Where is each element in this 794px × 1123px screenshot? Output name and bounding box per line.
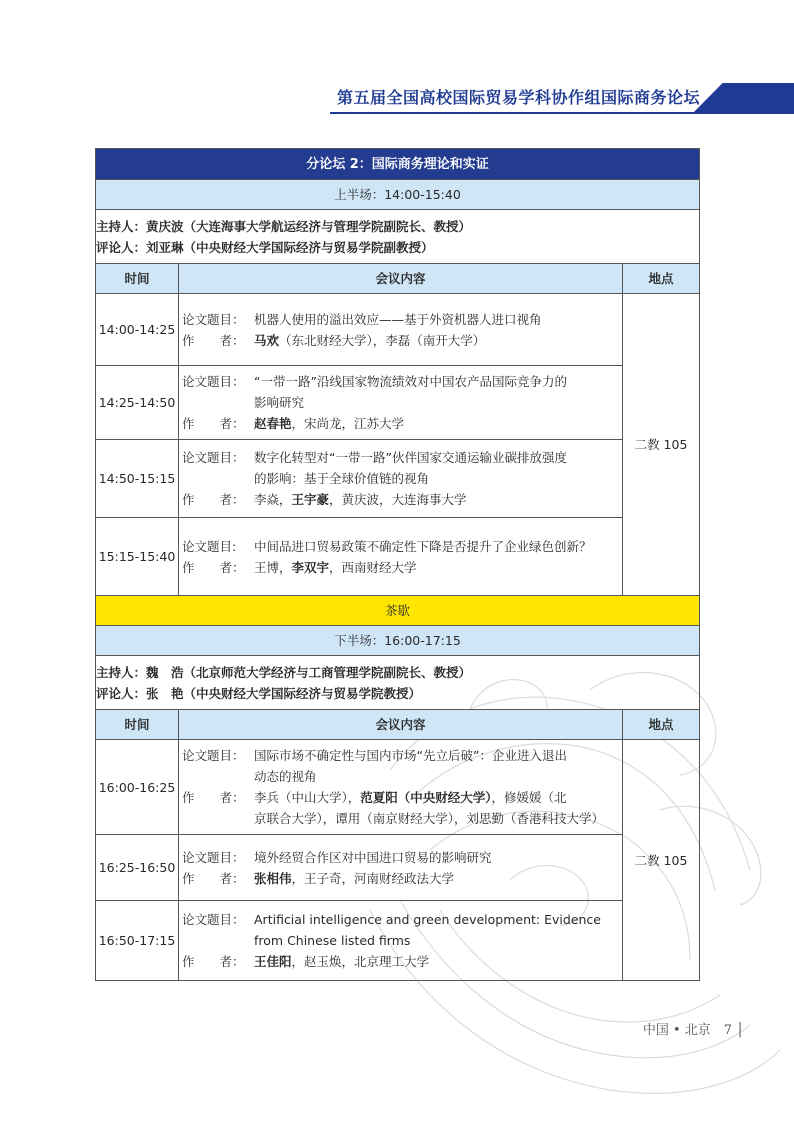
column-header-row xyxy=(96,710,700,740)
paper-label: 论文题目： xyxy=(182,311,245,327)
paper-authors: 马欢（东北财经大学），李磊（南开大学） xyxy=(254,332,486,348)
content-cell xyxy=(179,740,623,835)
paper-label: 论文题目： xyxy=(182,450,245,465)
paper-authors: 王博，李双宇，西南财经大学 xyxy=(254,559,417,575)
time-cell: 14:50-15:15 xyxy=(96,440,179,518)
table-row xyxy=(96,835,700,901)
paper-title: 机器人使用的溢出效应——基于外资机器人进口视角 xyxy=(254,311,542,327)
author-label: 作 者： xyxy=(182,559,245,575)
author-label: 作 者： xyxy=(182,870,245,886)
time-cell: 14:00-14:25 xyxy=(96,294,179,366)
paper-title: “一带一路”沿线国家物流绩效对中国农产品国际竞争力的 影响研究 xyxy=(254,374,567,410)
header-rule xyxy=(330,112,710,114)
session-header: 下半场：16:00-17:15 xyxy=(96,626,700,656)
session-hosts-row xyxy=(96,656,700,710)
time-cell: 15:15-15:40 xyxy=(96,518,179,596)
header-accent-bar xyxy=(692,83,794,114)
time-cell: 16:25-16:50 xyxy=(96,835,179,901)
commentator-line: 评论人：张 艳（中央财经大学国际经济与贸易学院教授） xyxy=(96,685,422,701)
column-header-time: 时间 xyxy=(96,264,179,294)
paper-authors: 李焱，王宇豪，黄庆波，大连海事大学 xyxy=(254,492,467,507)
content-cell xyxy=(179,294,623,366)
paper-title: 国际市场不确定性与国内市场“先立后破”：企业进入退出 动态的视角 xyxy=(254,748,567,784)
table-row xyxy=(96,366,700,440)
column-header-content: 会议内容 xyxy=(179,264,623,294)
content-cell xyxy=(179,901,623,981)
forum-title-row xyxy=(96,149,700,180)
author-label: 作 者： xyxy=(182,416,245,431)
session-header-row xyxy=(96,626,700,656)
paper-title: 中间品进口贸易政策不确定性下降是否提升了企业绿色创新？ xyxy=(254,538,592,554)
forum-title: 分论坛 2：国际商务理论和实证 xyxy=(96,149,700,180)
paper-label: 论文题目： xyxy=(182,374,245,389)
tea-break-row xyxy=(96,596,700,626)
paper-label: 论文题目： xyxy=(182,748,245,763)
session-hosts-row xyxy=(96,210,700,264)
content-cell xyxy=(179,835,623,901)
table-row xyxy=(96,740,700,835)
paper-title: 境外经贸合作区对中国进口贸易的影响研究 xyxy=(254,849,492,865)
paper-authors: 张相伟，王子奇，河南财经政法大学 xyxy=(254,870,455,886)
content-cell xyxy=(179,440,623,518)
paper-title: Artificial intelligence and green development: Evidence from Chinese listed firms xyxy=(254,912,601,948)
time-cell: 14:25-14:50 xyxy=(96,366,179,440)
paper-title: 数字化转型对“一带一路”伙伴国家交通运输业碳排放强度 的影响：基于全球价值链的视角 xyxy=(254,450,567,486)
time-cell: 16:00-16:25 xyxy=(96,740,179,835)
session-hosts xyxy=(96,656,700,710)
content-cell xyxy=(179,366,623,440)
author-label: 作 者： xyxy=(182,790,245,805)
session-header: 上半场：14:00-15:40 xyxy=(96,180,700,210)
table-row xyxy=(96,518,700,596)
host-line: 主持人：魏 浩（北京师范大学经济与工商管理学院副院长、教授） xyxy=(96,664,472,680)
table-row xyxy=(96,294,700,366)
session-header-row xyxy=(96,180,700,210)
commentator-line: 评论人：刘亚琳（中央财经大学国际经济与贸易学院副教授） xyxy=(96,239,434,255)
paper-authors: 赵春艳，宋尚龙，江苏大学 xyxy=(254,416,405,431)
session-hosts xyxy=(96,210,700,264)
column-header-row xyxy=(96,264,700,294)
paper-authors: 李兵（中山大学），范夏阳（中央财经大学），修媛媛（北 京联合大学），谭用（南京财经大学），刘思勤（香港科技大学） xyxy=(254,790,605,826)
paper-label: 论文题目： xyxy=(182,849,245,865)
forum-schedule-table xyxy=(95,148,700,981)
time-cell: 16:50-17:15 xyxy=(96,901,179,981)
table-row xyxy=(96,440,700,518)
room-cell: 二教 105 xyxy=(623,294,700,596)
table-row xyxy=(96,901,700,981)
page-header-title: 第五届全国高校国际贸易学科协作组国际商务论坛 xyxy=(336,88,700,107)
content-cell xyxy=(179,518,623,596)
column-header-room: 地点 xyxy=(623,264,700,294)
paper-label: 论文题目： xyxy=(182,912,245,927)
author-label: 作 者： xyxy=(182,954,245,969)
author-label: 作 者： xyxy=(182,492,245,507)
room-cell: 二教 105 xyxy=(623,740,700,981)
column-header-content: 会议内容 xyxy=(179,710,623,740)
paper-authors: 王佳阳，赵玉焕，北京理工大学 xyxy=(254,954,430,969)
page-footer: 中国 • 北京 7 │ xyxy=(642,1023,744,1038)
paper-label: 论文题目: xyxy=(182,538,237,554)
column-header-room: 地点 xyxy=(623,710,700,740)
column-header-time: 时间 xyxy=(96,710,179,740)
author-label: 作 者： xyxy=(182,332,245,348)
tea-break-label: 茶歇 xyxy=(96,596,700,626)
host-line: 主持人：黄庆波（大连海事大学航运经济与管理学院副院长、教授） xyxy=(96,218,472,234)
